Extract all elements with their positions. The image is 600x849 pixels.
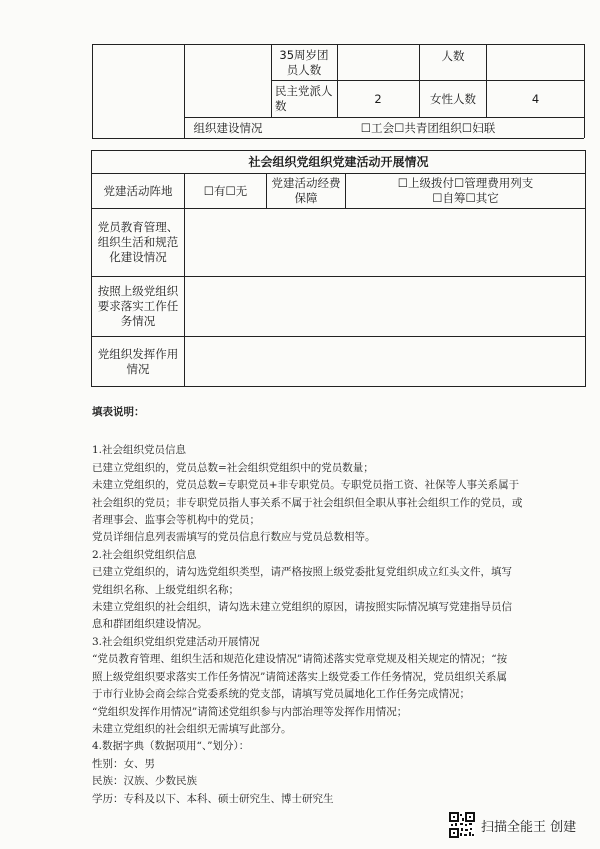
instruction-line: 1.社会组织党员信息 bbox=[92, 444, 187, 457]
democratic-party-count-value: 2 bbox=[374, 91, 382, 106]
instruction-line: 3.社会组织党组织党建活动开展情况 bbox=[92, 635, 260, 648]
venue-label: 党建活动阵地 bbox=[103, 183, 173, 198]
fill-instructions bbox=[92, 404, 532, 808]
activity-table-title: 社会组织党组织党建活动开展情况 bbox=[248, 154, 429, 169]
instruction-line: 已建立党组织的，党员总数=社会组织党组织中的党员数量； bbox=[92, 461, 374, 474]
fund-options-line1: ☐上级拨付☐管理费用列支 bbox=[397, 176, 534, 190]
democratic-party-count-label: 民主党派人数 bbox=[275, 83, 333, 113]
instruction-line: 照上级党组织要求落实工作任务情况”请简述落实上级党委工作任务情况，党员组织关系属 bbox=[92, 670, 507, 683]
headcount-value bbox=[487, 46, 584, 79]
youth-member-count-label: 35周岁团员人数 bbox=[279, 47, 329, 77]
venue-options[interactable]: ☐有☐无 bbox=[203, 183, 248, 198]
instruction-line: 于市行业协会商会综合党委系统的党支部，请填写党员属地化工作任务完成情况； bbox=[92, 688, 470, 701]
row-label-member-education: 党员教育管理、组织生活和规范化建设情况 bbox=[97, 220, 179, 264]
row-value-task-implementation[interactable] bbox=[185, 277, 585, 336]
row-value-member-education[interactable] bbox=[185, 209, 585, 276]
member-info-table bbox=[0, 0, 600, 140]
female-count-label: 女性人数 bbox=[430, 91, 476, 106]
instruction-line: 2.社会组织党组织信息 bbox=[92, 548, 197, 561]
female-count-value: 4 bbox=[531, 91, 540, 106]
party-activity-table bbox=[0, 150, 600, 390]
instruction-line: 社会组织的党员；非专职党员指人事关系不属于社会组织但全职从事社会组织工作的党员，或 bbox=[92, 496, 523, 509]
row-label-party-role: 党组织发挥作用情况 bbox=[97, 347, 179, 376]
instruction-line: 未建立党组织的，党员总数=专职党员+非专职党员。专职党员指工资、社保等人事关系属于 bbox=[92, 479, 520, 492]
qr-code-icon bbox=[449, 812, 475, 838]
org-building-label: 组织建设情况 bbox=[193, 120, 263, 135]
instruction-line: 党员详细信息列表需填写的党员信息行数应与党员总数相等。 bbox=[92, 531, 376, 544]
instruction-line: 党组织名称、上级党组织名称； bbox=[92, 583, 239, 596]
row-value-party-role[interactable] bbox=[185, 337, 585, 387]
instruction-line: 息和群团组织建设情况。 bbox=[92, 618, 208, 631]
instruction-line: 未建立党组织的社会组织，请勾选未建立党组织的原因，请按照实际情况填写党建指导员信 bbox=[92, 601, 512, 614]
scanner-watermark: 扫描全能王 创建 bbox=[481, 820, 577, 835]
org-building-options[interactable]: ☐工会☐共青团组织☐妇联 bbox=[360, 120, 496, 135]
instruction-line: 已建立党组织的，请勾选党组织类型，请严格按照上级党委批复党组织成立红头文件，填写 bbox=[92, 566, 512, 579]
instruction-line: 未建立党组织的社会组织无需填写此部分。 bbox=[92, 722, 292, 735]
youth-member-count-value bbox=[338, 46, 418, 79]
fund-options-line2: ☐自筹☐其它 bbox=[432, 191, 499, 205]
instruction-line: 者理事会、监事会等机构中的党员； bbox=[92, 514, 260, 527]
instruction-line: 学历：专科及以下、本科、硕士研究生、博士研究生 bbox=[92, 792, 334, 805]
instruction-line: 4.数据字典（数据项用“、”划分）： bbox=[92, 740, 250, 753]
fund-label: 党建活动经费保障 bbox=[271, 176, 341, 205]
instruction-line: “党员教育管理、组织生活和规范化建设情况”请简述落实党章党规及相关规定的情况；“按 bbox=[92, 653, 508, 666]
instruction-line: “党组织发挥作用情况”请简述党组织参与内部治理等发挥作用情况； bbox=[92, 705, 408, 718]
fund-options[interactable] bbox=[346, 174, 585, 208]
instruction-line: 民族：汉族、少数民族 bbox=[92, 775, 197, 788]
instructions-heading: 填表说明： bbox=[92, 406, 145, 418]
headcount-label: 人数 bbox=[441, 48, 465, 63]
instruction-line: 性别：女、男 bbox=[92, 757, 155, 770]
row-label-task-implementation: 按照上级党组织要求落实工作任务情况 bbox=[97, 284, 179, 328]
